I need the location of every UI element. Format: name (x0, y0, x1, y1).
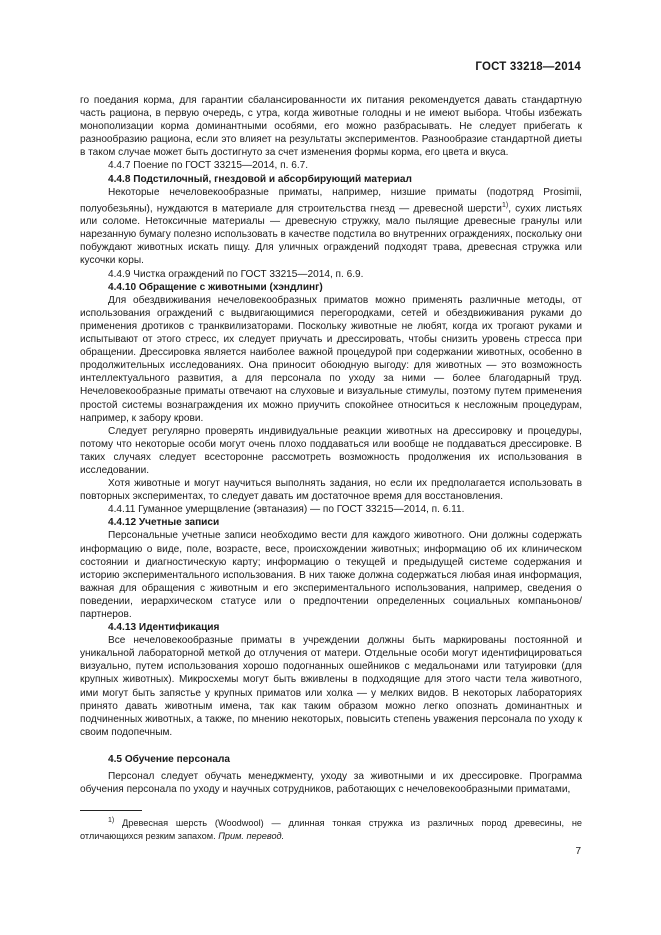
paragraph: 4.4.11 Гуманное умерщвление (эвтаназия) — по ГОСТ 33215—2014, п. 6.11. (108, 504, 465, 516)
footnote-translator-note: Прим. перевод. (218, 830, 285, 841)
section-heading: 4.4.12 Учетные записи (108, 517, 220, 529)
paragraph: Персональные учетные записи необходимо вести для каждого животного. Они должны содержать информацию о виде, поле, возрасте, весе, происхождении животных; информацию об их клиническом состоянии и диагностическую карту; информацию о текущей и предыдущей системе содержания и историю экспериментального использования. В них также должна содержаться любая иная информация, важная для обращения с животным и его экспериментального использования, например, сведения о поведении, иерархическом статусе или о предпочтении определенных социальных компаньонов/партнеров. (80, 530, 582, 621)
section-heading: 4.4.13 Идентификация (108, 622, 220, 634)
footnote-ref: 1) (501, 201, 509, 209)
paragraph: Персонал следует обучать менеджменту, уходу за животными и их дрессировке. Программа обучения персонала по уходу и научных сотрудников, работающих с нечеловекообразными приматами, (80, 771, 582, 796)
paragraph: Следует регулярно проверять индивидуальные реакции животных на дрессировку и процедуры, потому что некоторые особи могут очень плохо поддаваться или вообще не поддаваться дрессировке. В таких случаях следует всесторонне рассмотреть возможность продолжения их использования в исследовании. (80, 425, 582, 476)
paragraph: 4.4.7 Поение по ГОСТ 33215—2014, п. 6.7. (108, 160, 309, 172)
paragraph (80, 186, 582, 268)
paragraph: Хотя животные и могут научиться выполнять задания, но если их предполагается использовать в повторных экспериментах, то следует давать им достаточное время для восстановления. (80, 478, 582, 503)
paragraph: Для обездвиживания нечеловекообразных приматов можно применять различные методы, от использования ограждений с выдвигающимися перегородками, сетей и обездвиживания руками до применения дротиков с транквилизаторами. Поскольку животные не любят, когда их трогают руками и испытывают от этого стресс, их следует приучать и дрессировать, чтобы снизить уровень стресса при обращении. Дрессировка является наиболее важной процедурой при содержании животных, особенно в продолжительных исследованиях. Она приносит обоюдную выгоду: для животных — это возможность интеллектуального развития, а для персонала по уходу за ними — более благодарный труд. Нечеловекообразные приматы отвечают на слуховые и визуальные стимулы, поэтому путем применения простой системы вознаграждения их можно приучить спокойнее относиться к несложным процедурам, например, к забору крови. (80, 294, 582, 424)
footnote-text: Древесная шерсть (Woodwool) — длинная тонкая стружка из различных пород древесины, не отличающихся резким запахом. (80, 818, 582, 841)
paragraph: 4.4.9 Чистка ограждений по ГОСТ 33215—2014, п. 6.9. (108, 268, 364, 280)
footnote (80, 815, 582, 842)
section-heading: 4.4.10 Обращение с животными (хэндлинг) (108, 281, 323, 293)
section-heading: 4.4.8 Подстилочный, гнездовой и абсорбирующий материал (108, 173, 412, 185)
paragraph: го поедания корма, для гарантии сбалансированности их питания рекомендуется давать стандартную часть рациона, в первую очередь, с утра, когда животные голодны и не имеют выбора. Чтобы избежать монополизации корма доминантными особями, его можно разбрасывать. Не следует прибегать к разнообразию рациона, если это влияет на результаты экспериментов. Разнообразие стандартной диеты в таком случае может быть достигнуто за счет изменения формы корма, его цвета и вкуса. (80, 95, 582, 159)
paragraph-text: , сухих листьях или соломе. Нетоксичные материалы — древесную стружку, мало пылящие древесные гранулы или нарезанную бумагу полезно использовать в качестве подстила во внутренних ограждениях, поскольку они побуждают животных искать пищу. Для уличных ограждений подходят трава, древесная стружка или кусочки коры. (80, 203, 582, 267)
footnote-marker: 1) (108, 817, 115, 824)
main-text (80, 94, 582, 796)
page-number: 7 (575, 846, 581, 857)
footnote-divider (80, 810, 142, 811)
paragraph: Все нечеловекообразные приматы в учреждении должны быть маркированы постоянной и уникальной лабораторной меткой до отлучения от матери. Отдельные особи могут идентифицироваться визуально, путем использования хорошо подогнанных ошейников с медальонами или татуировки (для крупных животных). Микросхемы могут быть вживлены в подходящие для этого части тела животного, ими могут быть запястье у крупных приматов или холка — у мелких видов. В некоторых лабораториях принято давать животным имена, так как таким образом можно легко опознать доминантных и подчиненных животных, а также, по мнению некоторых, повысить степень уважения персонала по уходу к своим подопечным. (80, 635, 582, 738)
document-header-id: ГОСТ 33218—2014 (475, 61, 581, 73)
section-heading: 4.5 Обучение персонала (108, 753, 230, 765)
paragraph-text: Некоторые нечеловекообразные приматы, например, низшие приматы (подотряд Prosimii, полуобезьяны), нуждаются в материале для строительства гнезд — древесной шерсти (80, 186, 582, 215)
